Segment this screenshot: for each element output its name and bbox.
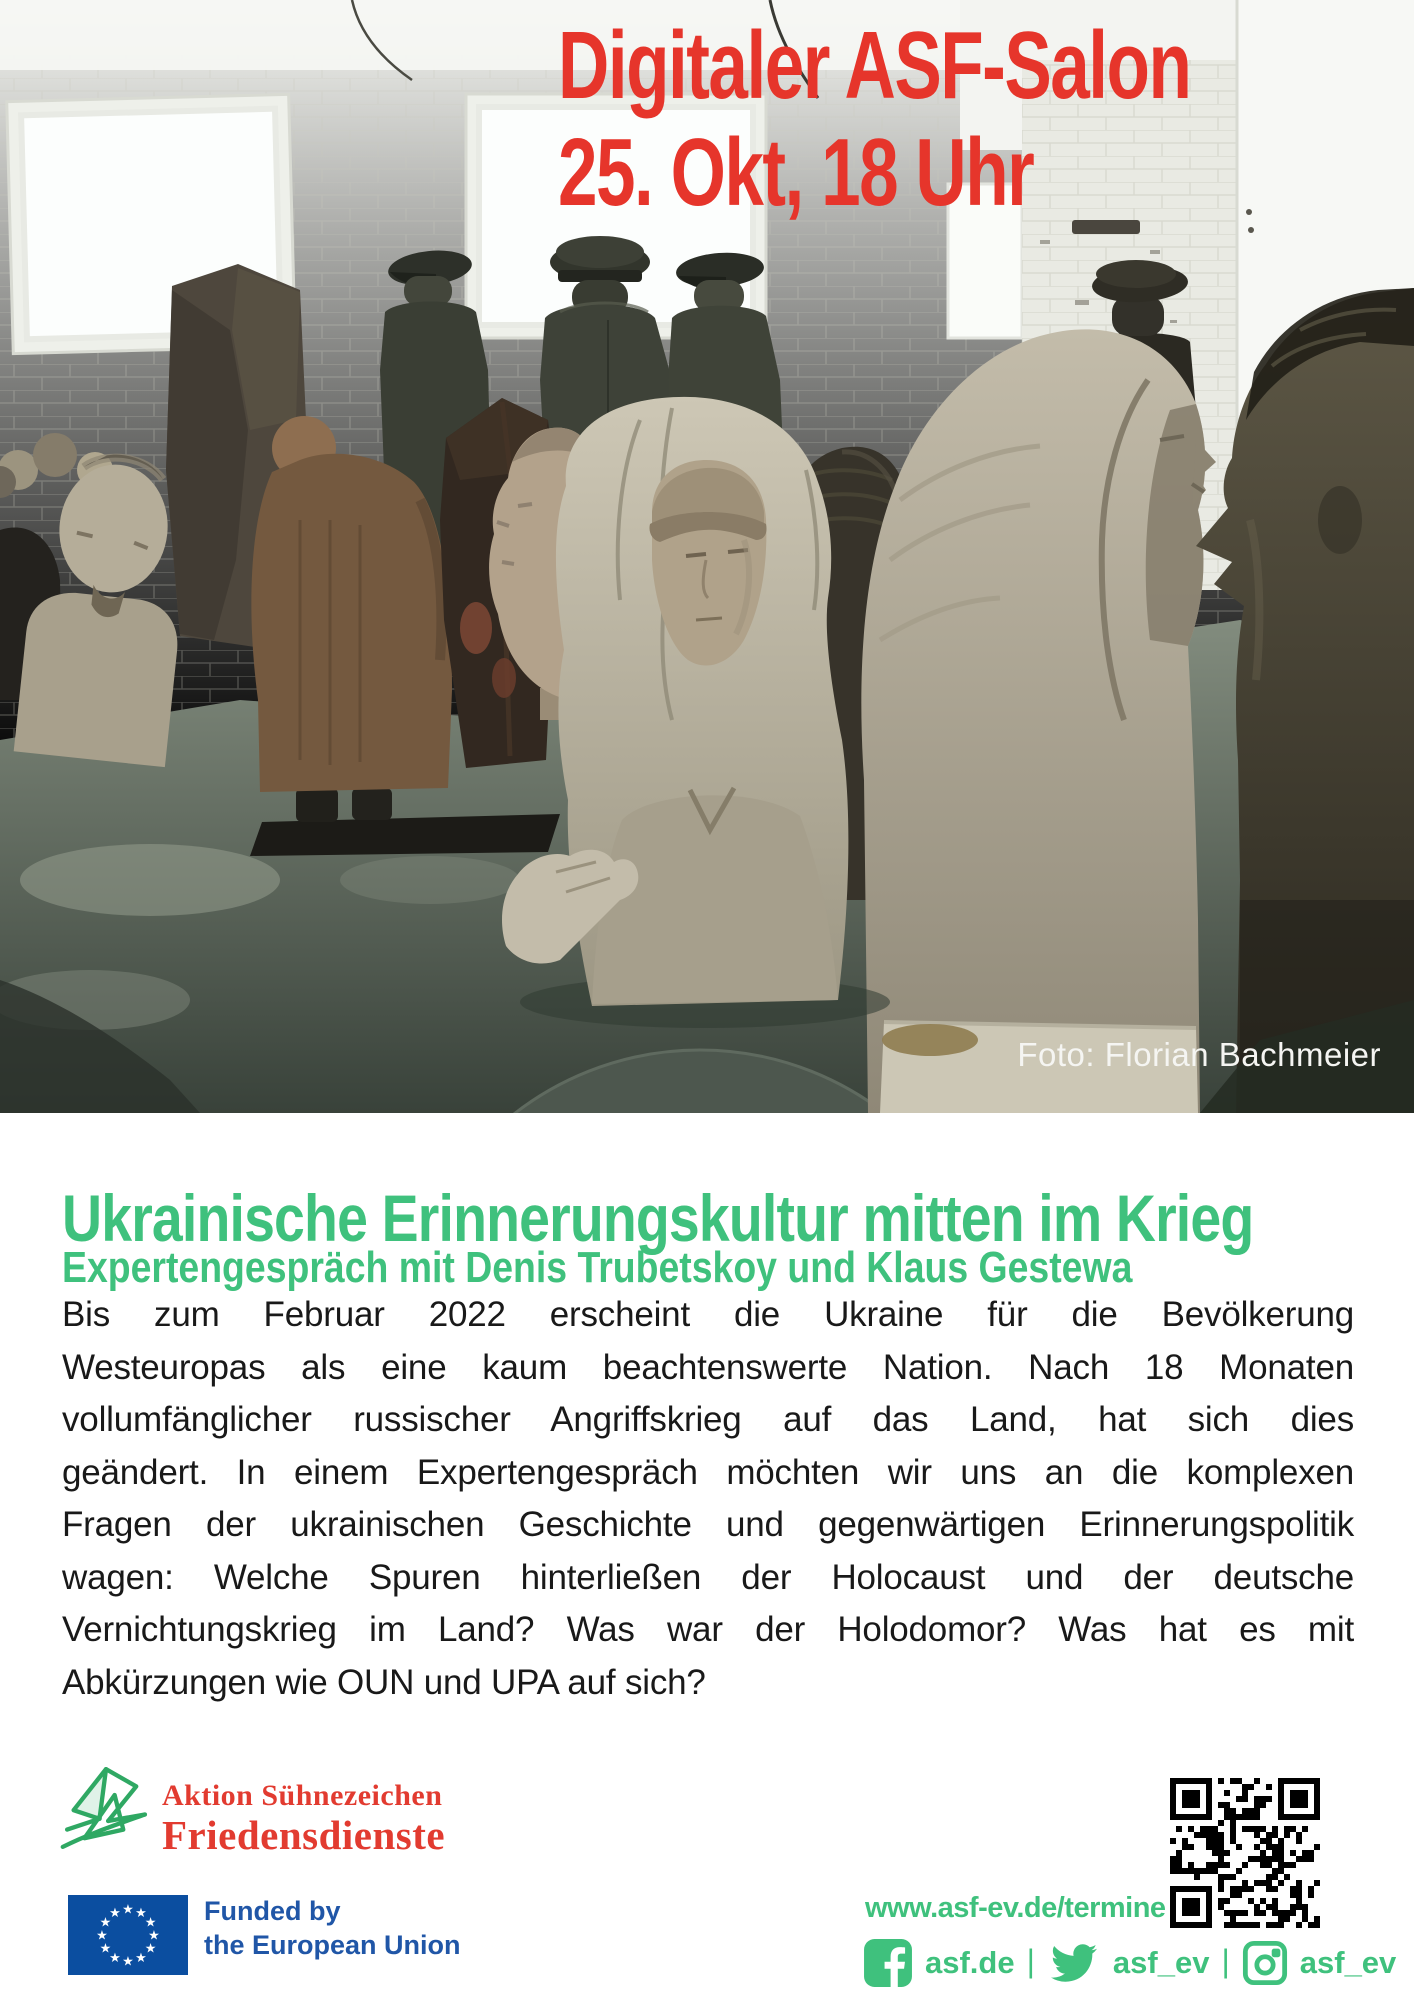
svg-text:★: ★ bbox=[122, 1901, 134, 1917]
instagram-handle[interactable]: asf_ev bbox=[1299, 1945, 1397, 1980]
description-line: Westeuropas als eine kaum beachtenswerte Nation. Nach 18 Monaten bbox=[62, 1347, 1354, 1387]
asf-logo-text bbox=[162, 1779, 445, 1857]
eu-funding-line2: the European Union bbox=[204, 1930, 461, 1960]
svg-text:★: ★ bbox=[148, 1927, 160, 1943]
separator: | bbox=[1026, 1942, 1035, 1979]
description-line: Fragen der ukrainischen Geschichte und gegenwärtigen Erinnerungspolitik bbox=[62, 1505, 1354, 1544]
description-line: geändert. In einem Expertengespräch möchten wir uns an die komplexen bbox=[62, 1452, 1354, 1492]
asf-leaf-icon bbox=[52, 1754, 160, 1862]
facebook-icon[interactable] bbox=[863, 1938, 913, 1988]
qr-code bbox=[1170, 1778, 1320, 1928]
eu-funding-text bbox=[204, 1894, 461, 1962]
description-line: Abkürzungen wie OUN und UPA auf sich? bbox=[62, 1662, 706, 1702]
page-subtitle: Expertengespräch mit Denis Trubetskoy und Klaus Gestewa bbox=[62, 1242, 1133, 1292]
svg-text:★: ★ bbox=[135, 1904, 147, 1920]
svg-text:★: ★ bbox=[99, 1940, 112, 1956]
svg-text:★: ★ bbox=[135, 1950, 147, 1966]
instagram-icon[interactable] bbox=[1242, 1940, 1288, 1986]
svg-text:★: ★ bbox=[144, 1940, 157, 1956]
svg-text:★: ★ bbox=[122, 1953, 134, 1969]
event-title bbox=[558, 12, 1190, 226]
description-line: Vernichtungskrieg im Land? Was war der Holodomor? Was hat es mit bbox=[62, 1610, 1354, 1649]
page-title: Ukrainische Erinnerungskultur mitten im Krieg bbox=[62, 1181, 1254, 1256]
svg-text:★: ★ bbox=[109, 1904, 121, 1920]
twitter-handle[interactable]: asf_ev bbox=[1112, 1945, 1210, 1980]
event-date-time: 25. Okt, 18 Uhr bbox=[558, 119, 1034, 226]
facebook-handle[interactable]: asf.de bbox=[925, 1945, 1015, 1980]
description-line: Bis zum Februar 2022 erscheint die Ukraine für die Bevölkerung bbox=[62, 1295, 1354, 1334]
description-line: wagen: Welche Spuren hinterließen der Holocaust und der deutsche bbox=[62, 1557, 1354, 1597]
svg-text:★: ★ bbox=[96, 1927, 108, 1943]
svg-text:★: ★ bbox=[99, 1914, 112, 1930]
separator: | bbox=[1221, 1942, 1230, 1979]
scarf-head-bust bbox=[861, 329, 1216, 1113]
social-links-row bbox=[863, 1938, 1396, 1988]
twitter-icon[interactable] bbox=[1047, 1940, 1101, 1986]
svg-text:★: ★ bbox=[109, 1950, 121, 1966]
description-line: vollumfänglicher russischer Angriffskrieg auf das Land, hat sich dies bbox=[62, 1400, 1354, 1439]
asf-logo-line1: Aktion Sühnezeichen bbox=[162, 1779, 443, 1812]
eu-funding-line1: Funded by bbox=[204, 1896, 341, 1926]
website-link[interactable]: www.asf-ev.de/termine bbox=[865, 1892, 1166, 1924]
floor-debris bbox=[882, 1024, 978, 1056]
eu-flag bbox=[68, 1895, 188, 1975]
svg-text:★: ★ bbox=[144, 1914, 157, 1930]
event-title-line1: Digitaler ASF-Salon bbox=[558, 12, 1191, 119]
event-description bbox=[62, 1289, 1354, 1709]
photo-credit: Foto: Florian Bachmeier bbox=[1017, 1036, 1381, 1073]
asf-logo-line2: Friedensdienste bbox=[162, 1812, 446, 1858]
